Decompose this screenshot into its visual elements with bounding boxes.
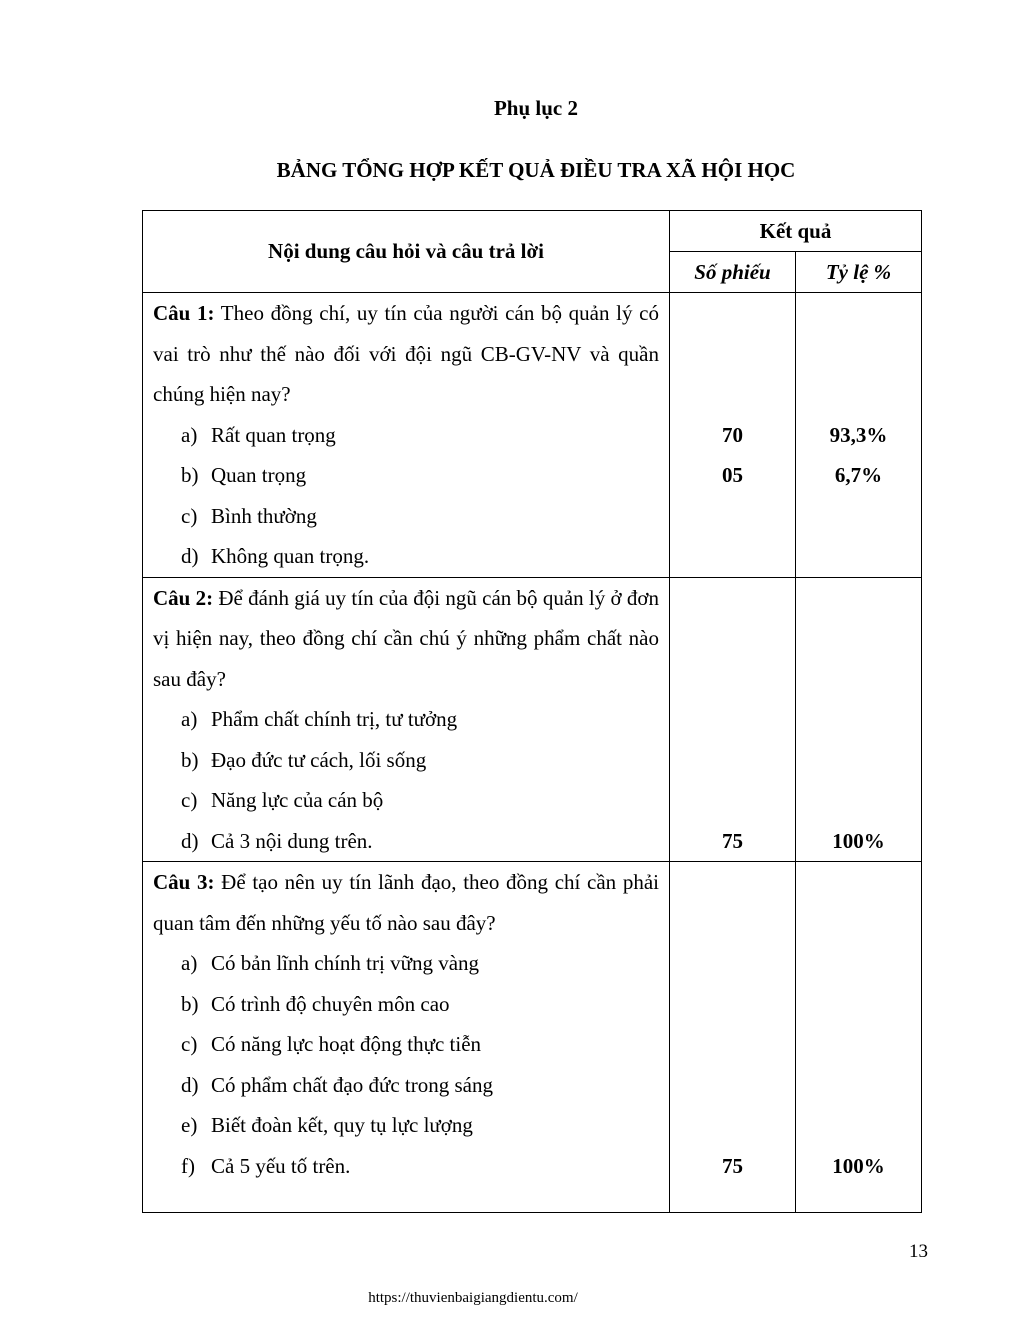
- votes-cell: [670, 862, 796, 1213]
- votes-value: [670, 1024, 795, 1065]
- question-label: Câu 3:: [153, 870, 215, 894]
- question-body: Để tạo nên uy tín lãnh đạo, theo đồng chí cần phải quan tâm đến những yếu tố nào sau đây?: [153, 870, 659, 935]
- option-letter: a): [181, 422, 198, 447]
- answer-option: [153, 455, 659, 496]
- question-body: Để đánh giá uy tín của đội ngũ cán bộ quản lý ở đơn vị hiện nay, theo đồng chí cần chú ý những phẩm chất nào sau đây?: [153, 585, 659, 691]
- option-letter: d): [181, 1072, 199, 1097]
- question-row: [143, 293, 922, 578]
- option-text: Phẩm chất chính trị, tư tưởng: [211, 707, 458, 731]
- question-text: [153, 578, 659, 700]
- rate-value: 93,3%: [829, 422, 888, 447]
- question-cell: [143, 293, 670, 578]
- header-content: Nội dung câu hỏi và câu trả lời: [143, 211, 670, 293]
- option-text: Quan trọng: [211, 463, 307, 487]
- rate-value: [796, 1024, 921, 1065]
- votes-value: [670, 1105, 795, 1146]
- page-number: 13: [909, 1241, 928, 1262]
- option-text: Rất quan trọng: [211, 422, 336, 447]
- votes-value: [670, 984, 795, 1025]
- header-result: Kết quả: [670, 211, 922, 252]
- appendix-label: Phụ lục 2: [493, 96, 579, 120]
- option-letter: a): [181, 951, 198, 975]
- rate-cell: [796, 577, 922, 862]
- spacer: [153, 1186, 659, 1212]
- option-letter: c): [181, 1032, 198, 1056]
- answer-option: [153, 984, 659, 1025]
- rate-value: [796, 496, 921, 537]
- votes-value: 05: [722, 463, 743, 487]
- rate-value: [796, 984, 921, 1025]
- question-text: [153, 293, 659, 415]
- rate-cell: [796, 862, 922, 1213]
- page-title: BẢNG TỔNG HỢP KẾT QUẢ ĐIỀU TRA XÃ HỘI HỌC: [276, 158, 796, 182]
- option-text: Không quan trọng.: [211, 544, 370, 568]
- footer-url: https://thuvienbaigiangdientu.com/: [368, 1290, 578, 1306]
- answer-option: [153, 1105, 659, 1146]
- answer-option: [153, 821, 659, 862]
- answer-option: [153, 415, 659, 456]
- question-body: Theo đồng chí, uy tín của người cán bộ quản lý có vai trò như thế nào đối với đội ngũ CB-GV-NV và quần chúng hiện nay?: [153, 301, 659, 406]
- answer-option: [153, 943, 659, 984]
- rate-value: [796, 1065, 921, 1106]
- header-votes: Số phiếu: [670, 252, 796, 293]
- option-text: Cả 5 yếu tố trên.: [211, 1153, 351, 1178]
- option-letter: c): [181, 503, 198, 528]
- rate-cell: [796, 293, 922, 578]
- votes-cell: [670, 293, 796, 578]
- votes-value: [670, 536, 795, 577]
- question-row: [143, 577, 922, 862]
- votes-value: [670, 1065, 795, 1106]
- rate-value: 100%: [832, 1153, 885, 1178]
- option-text: Đạo đức tư cách, lối sống: [211, 747, 427, 772]
- votes-value: [670, 699, 795, 740]
- votes-value: 75: [722, 828, 743, 853]
- option-text: Biết đoàn kết, quy tụ lực lượng: [211, 1113, 473, 1137]
- answer-option: [153, 780, 659, 821]
- option-text: Bình thường: [211, 503, 317, 528]
- rate-value: [796, 699, 921, 740]
- option-letter: b): [181, 747, 199, 772]
- answer-option: [153, 1024, 659, 1065]
- votes-value: [670, 943, 795, 984]
- option-text: Có năng lực hoạt động thực tiễn: [211, 1032, 482, 1056]
- votes-value: [670, 780, 795, 821]
- option-letter: a): [181, 707, 198, 731]
- answer-option: [153, 1146, 659, 1187]
- votes-value: [670, 740, 795, 781]
- option-text: Cả 3 nội dung trên.: [211, 828, 373, 853]
- option-letter: e): [181, 1113, 198, 1137]
- rate-value: [796, 536, 921, 577]
- votes-value: 75: [722, 1153, 743, 1178]
- question-cell: [143, 862, 670, 1213]
- question-cell: [143, 577, 670, 862]
- answer-option: [153, 1065, 659, 1106]
- votes-value: [670, 496, 795, 537]
- answer-option: [153, 740, 659, 781]
- survey-results-table: [142, 210, 922, 1213]
- rate-value: 100%: [832, 828, 885, 853]
- question-label: Câu 2:: [153, 585, 214, 610]
- option-letter: d): [181, 544, 199, 568]
- option-letter: d): [181, 828, 199, 853]
- option-text: Có trình độ chuyên môn cao: [211, 991, 450, 1016]
- answer-option: [153, 496, 659, 537]
- answer-option: [153, 699, 659, 740]
- rate-value: [796, 943, 921, 984]
- option-text: Có phẩm chất đạo đức trong sáng: [211, 1072, 493, 1097]
- rate-value: [796, 740, 921, 781]
- rate-value: [796, 780, 921, 821]
- question-text: [153, 862, 659, 943]
- rate-value: [796, 1105, 921, 1146]
- question-label: Câu 1:: [153, 301, 215, 325]
- rate-value: 6,7%: [834, 463, 883, 487]
- question-row: [143, 862, 922, 1213]
- option-text: Có bản lĩnh chính trị vững vàng: [211, 951, 480, 975]
- option-letter: b): [181, 463, 199, 487]
- option-letter: f): [181, 1153, 195, 1178]
- option-letter: b): [181, 991, 199, 1016]
- answer-option: [153, 536, 659, 577]
- option-text: Năng lực của cán bộ: [211, 788, 384, 812]
- votes-cell: [670, 577, 796, 862]
- option-letter: c): [181, 788, 198, 812]
- header-rate: Tỷ lệ %: [796, 252, 922, 293]
- votes-value: 70: [722, 422, 743, 447]
